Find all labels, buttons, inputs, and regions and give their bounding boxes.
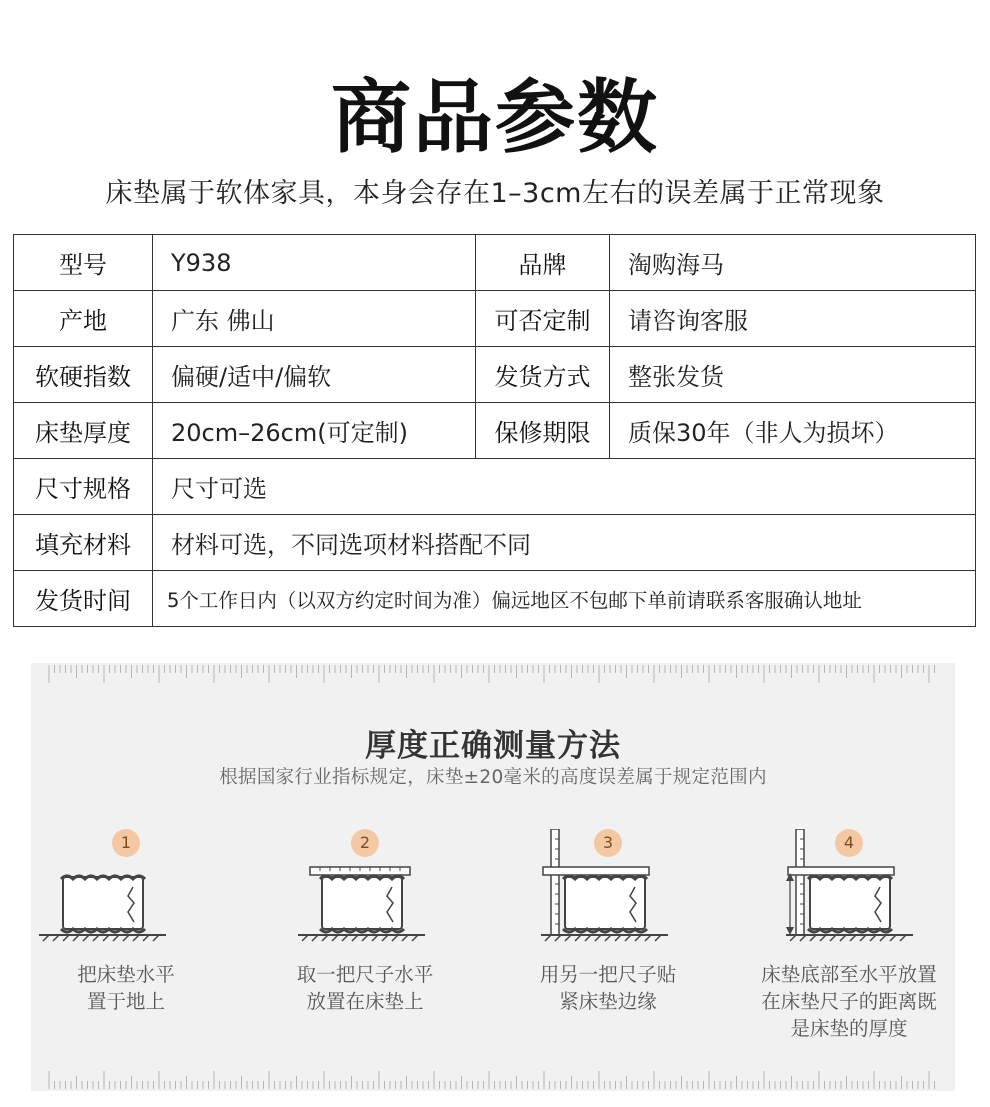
page-title: 商品参数: [331, 71, 659, 164]
shipping-method-label: 发货方式: [476, 347, 610, 403]
table-row: [14, 571, 976, 627]
ship-time-label: 发货时间: [14, 571, 153, 627]
size-label: 尺寸规格: [14, 459, 153, 515]
table-row: [14, 347, 976, 403]
size-value: 尺寸可选: [153, 459, 976, 515]
caption-line: 在床垫尺子的距离既: [761, 990, 937, 1013]
ruler-top-decoration: [31, 663, 955, 693]
step-caption: [21, 961, 231, 1015]
warranty-value: 质保30年（非人为损坏）: [610, 403, 976, 459]
step-3: [503, 829, 713, 1049]
firmness-value: 偏硬/适中/偏软: [153, 347, 476, 403]
caption-line: 床垫底部至水平放置: [761, 963, 937, 986]
origin-value: 广东 佛山: [153, 291, 476, 347]
step-4: [744, 829, 954, 1049]
caption-line: 置于地上: [86, 990, 165, 1013]
origin-label: 产地: [14, 291, 153, 347]
measure-subtitle: 根据国家行业指标规定，床垫±20毫米的高度误差属于规定范围内: [219, 767, 767, 788]
params-table: [13, 234, 976, 627]
step-caption: [744, 961, 954, 1042]
model-value: Y938: [153, 235, 476, 291]
caption-line: 放置在床垫上: [306, 990, 424, 1013]
ruler-bottom-decoration: [31, 1061, 955, 1091]
measurement-panel: [31, 663, 955, 1091]
page-subtitle: 床垫属于软体家具，本身会存在1–3cm左右的误差属于正常现象: [105, 178, 885, 209]
step-1: [21, 829, 231, 1049]
step-number-badge: 1: [112, 829, 140, 857]
step-2: [260, 829, 470, 1049]
thickness-label: 床垫厚度: [14, 403, 153, 459]
ship-time-value: 5个工作日内（以双方约定时间为准）偏远地区不包邮下单前请联系客服确认地址: [153, 571, 976, 627]
brand-label: 品牌: [476, 235, 610, 291]
filling-value: 材料可选，不同选项材料搭配不同: [153, 515, 976, 571]
firmness-label: 软硬指数: [14, 347, 153, 403]
shipping-method-value: 整张发货: [610, 347, 976, 403]
table-row: [14, 403, 976, 459]
caption-line: 取一把尺子水平: [296, 963, 434, 986]
step-number-badge: 3: [594, 829, 622, 857]
step-caption: [260, 961, 470, 1015]
custom-label: 可否定制: [476, 291, 610, 347]
caption-line: 用另一把尺子贴: [539, 963, 677, 986]
caption-line: 是床垫的厚度: [790, 1017, 908, 1040]
step-number-badge: 2: [351, 829, 379, 857]
step-caption: [503, 961, 713, 1015]
custom-value: 请咨询客服: [610, 291, 976, 347]
table-row: [14, 235, 976, 291]
filling-label: 填充材料: [14, 515, 153, 571]
model-label: 型号: [14, 235, 153, 291]
caption-line: 紧床垫边缘: [559, 990, 657, 1013]
table-row: [14, 291, 976, 347]
table-row: [14, 515, 976, 571]
warranty-label: 保修期限: [476, 403, 610, 459]
caption-line: 把床垫水平: [77, 963, 175, 986]
brand-value: 淘购海马: [610, 235, 976, 291]
table-row: [14, 459, 976, 515]
step-number-badge: 4: [835, 829, 863, 857]
thickness-value: 20cm–26cm(可定制): [153, 403, 476, 459]
measure-title: 厚度正确测量方法: [365, 728, 621, 764]
